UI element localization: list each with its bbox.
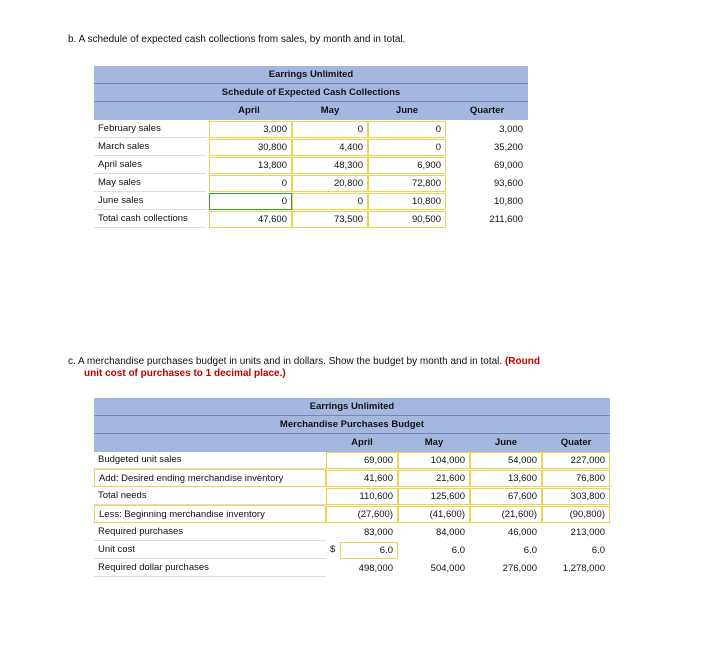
row-label[interactable]: Add: Desired ending merchandise inventory — [94, 469, 326, 487]
dollar-sign: $ — [330, 544, 336, 555]
cell-quarter[interactable]: 303,800 — [542, 488, 610, 505]
cell-may[interactable]: 20,800 — [292, 175, 368, 192]
col-june: June — [368, 102, 446, 120]
cell-april[interactable]: 0 — [209, 193, 292, 210]
cell-may[interactable]: 0 — [292, 193, 368, 210]
cell-may: 6.0 — [398, 542, 470, 559]
cell-quarter: 6.0 — [542, 542, 610, 559]
row-label: February sales — [94, 120, 206, 138]
cell-quarter[interactable]: 76,800 — [542, 470, 610, 487]
cell-june[interactable]: (21,600) — [470, 506, 542, 523]
cell-april[interactable]: 110,600 — [326, 488, 398, 505]
part-b-instruction: b. A schedule of expected cash collections from sales, by month and in total. — [68, 34, 406, 45]
cell-may: 84,000 — [398, 524, 470, 541]
cell-june: 6.0 — [470, 542, 542, 559]
cell-quarter: 10,800 — [446, 193, 528, 210]
cell-quarter: 213,000 — [542, 524, 610, 541]
col-april: April — [206, 102, 292, 120]
cell-june[interactable]: 72,800 — [368, 175, 446, 192]
cell-may: 504,000 — [398, 560, 470, 577]
cell-may[interactable]: 104,000 — [398, 452, 470, 469]
col-june: June — [470, 434, 542, 452]
cell-quarter: 69,000 — [446, 157, 528, 174]
cell-april[interactable]: 13,800 — [209, 157, 292, 174]
company-name: Earrings Unlimited — [94, 66, 528, 84]
cell-june[interactable]: 0 — [368, 121, 446, 138]
col-may: May — [292, 102, 368, 120]
cell-april[interactable]: 6.0 — [340, 542, 398, 559]
row-label: Required dollar purchases — [94, 559, 326, 577]
cell-april: 83,000 — [326, 524, 398, 541]
cell-june[interactable]: 90,500 — [368, 211, 446, 228]
schedule-title: Schedule of Expected Cash Collections — [94, 84, 528, 102]
cell-quarter: 211,600 — [446, 211, 528, 228]
cell-june[interactable]: 10,800 — [368, 193, 446, 210]
row-label: Unit cost — [94, 541, 326, 559]
cell-april: 498,000 — [326, 560, 398, 577]
row-label: Total cash collections — [94, 210, 206, 228]
row-label: April sales — [94, 156, 206, 174]
cell-may[interactable]: 21,600 — [398, 470, 470, 487]
col-may: May — [398, 434, 470, 452]
cell-june: 46,000 — [470, 524, 542, 541]
cell-april[interactable]: 0 — [209, 175, 292, 192]
cell-quarter: 3,000 — [446, 121, 528, 138]
cell-june[interactable]: 0 — [368, 139, 446, 156]
cell-may[interactable]: 48,300 — [292, 157, 368, 174]
cell-quarter: 93,600 — [446, 175, 528, 192]
row-label[interactable]: Less: Beginning merchandise inventory — [94, 505, 326, 523]
cell-june[interactable]: 13,600 — [470, 470, 542, 487]
company-name: Earrings Unlimited — [94, 398, 610, 416]
cell-may[interactable]: 0 — [292, 121, 368, 138]
cell-quarter: 1,278,000 — [542, 560, 610, 577]
cell-quarter[interactable]: (90,800) — [542, 506, 610, 523]
cell-april[interactable]: 30,800 — [209, 139, 292, 156]
col-quarter: Quarter — [446, 102, 528, 120]
cell-may[interactable]: 73,500 — [292, 211, 368, 228]
row-label: May sales — [94, 174, 206, 192]
cell-june[interactable]: 67,600 — [470, 488, 542, 505]
cell-may[interactable]: 4,400 — [292, 139, 368, 156]
row-label: March sales — [94, 138, 206, 156]
cell-may[interactable]: (41,600) — [398, 506, 470, 523]
cell-april[interactable]: 41,600 — [326, 470, 398, 487]
cell-april[interactable]: 3,000 — [209, 121, 292, 138]
row-label: Budgeted unit sales — [94, 451, 326, 469]
cell-april[interactable]: (27,600) — [326, 506, 398, 523]
part-c-instruction: c. A merchandise purchases budget in units and in dollars. Show the budget by month and in total. (Round unit cost of purchases to 1 decimal place.) — [68, 356, 540, 379]
cell-june: 276,000 — [470, 560, 542, 577]
row-label: Total needs — [94, 487, 326, 505]
cell-quarter[interactable]: 227,000 — [542, 452, 610, 469]
budget-title: Merchandise Purchases Budget — [94, 416, 610, 434]
cell-june[interactable]: 6,900 — [368, 157, 446, 174]
row-label: Required purchases — [94, 523, 326, 541]
cell-april[interactable]: 47,600 — [209, 211, 292, 228]
cell-may[interactable]: 125,600 — [398, 488, 470, 505]
cell-june[interactable]: 54,000 — [470, 452, 542, 469]
cell-quarter: 35,200 — [446, 139, 528, 156]
row-label: June sales — [94, 192, 206, 210]
cell-april[interactable]: 69,000 — [326, 452, 398, 469]
col-april: April — [326, 434, 398, 452]
col-quarter: Quater — [542, 434, 610, 452]
